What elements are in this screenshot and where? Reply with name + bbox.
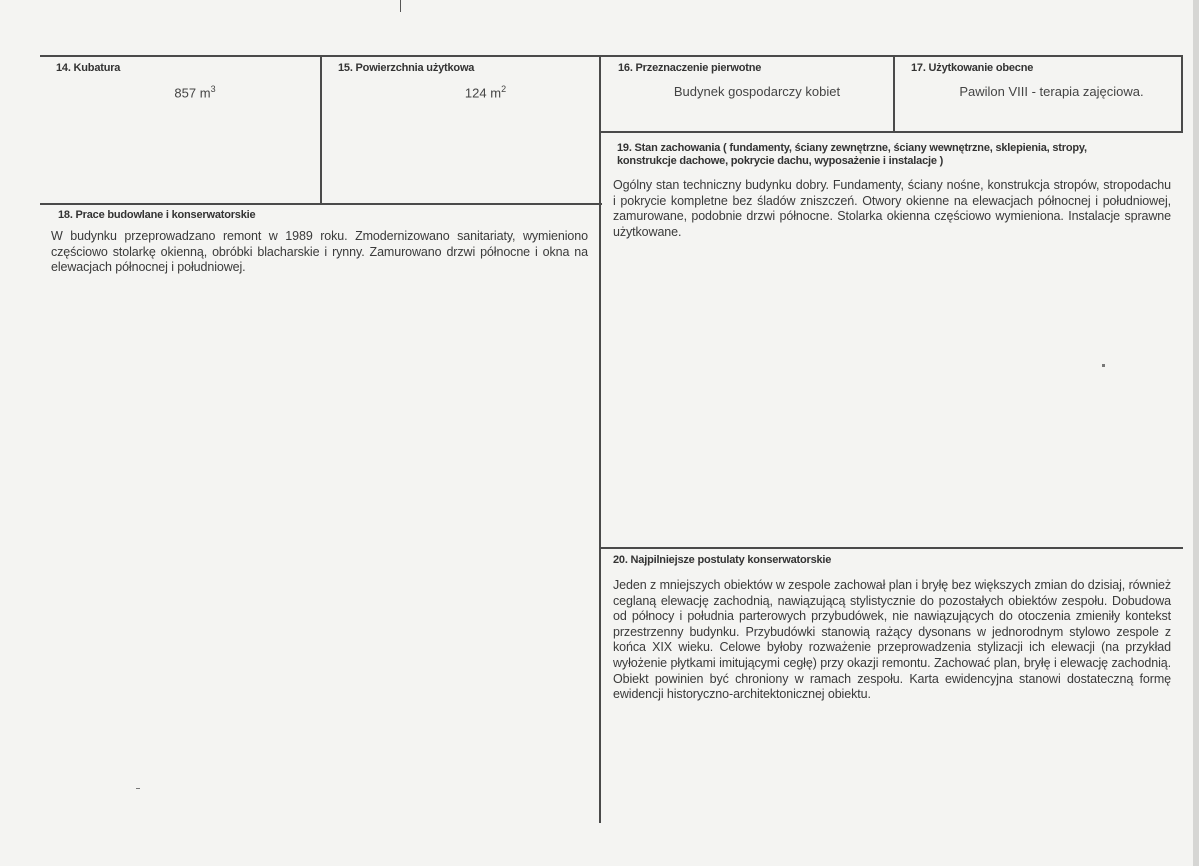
field-14-kubatura xyxy=(56,62,314,100)
field-17-label: 17. Użytkowanie obecne xyxy=(911,62,1034,74)
field-16-label: 16. Przeznaczenie pierwotne xyxy=(618,62,762,74)
scan-speck xyxy=(136,788,140,789)
field-15-value: 124 $m^2$ xyxy=(464,84,507,101)
field-14-label: 14. Kubatura xyxy=(56,62,121,74)
field-18-label: 18. Prace budowlane i konserwatorskie xyxy=(58,209,256,221)
scan-speck xyxy=(1102,364,1105,367)
center-divider xyxy=(599,55,601,823)
field-19-text: Ogólny stan techniczny budynku dobry. Fundamenty, ściany nośne, konstrukcja stropów, stropodachu i pokrycie kompletne bez śladów zniszczeń. Otwory okienne na elewacjach północnej i południowej, zamurowane, podobnie drzwi północne. Stolarka okienna częściowo wymieniona. Instalacje sprawne użytkowane. xyxy=(613,178,1171,239)
top-border xyxy=(40,55,1183,57)
field-17-value: Pawilon VIII - terapia zajęciowa. xyxy=(959,84,1144,99)
right-border xyxy=(1181,55,1183,132)
field-15-powierzchnia xyxy=(338,62,593,100)
field-20-text: Jeden z mniejszych obiektów w zespole zachował plan i bryłę bez większych zmian do dzisiaj, również ceglaną elewację zachodnią, nawiązującą stylistycznie do pozostałych obiektów zespołu. Dobudowa od północy i południa parterowych przybudówek, nie nawiązujących do otoczenia zmieniły kontekst przestrzenny budynku. Przybudówki stanowią rażący dysonans w jednorodnym stylowo zespole z końca XIX wieku. Celowe byłoby rozważenie przeprowadzenia stylizacji ich elewacji (na przykład wyłożenie płytkami imitującymi cegłę) przy okazji remontu. Zachować plan, bryłę i elewację zachodnią. Obiekt powinien być chroniony w ramach zespołu. Karta ewidencyjna stanowi dostateczną formę ewidencji historyczno-architektonicznej obiektu. xyxy=(613,578,1171,702)
field-18-text: W budynku przeprowadzano remont w 1989 roku. Zmodernizowano sanitariaty, wymieniono częściowo stolarkę okienną, obróbki blacharskie i rynny. Zamurowano drzwi północne i okna na elewacjach północnej i południowej. xyxy=(51,229,588,275)
row-divider-f20 xyxy=(601,547,1183,549)
field-19-label: 19. Stan zachowania ( fundamenty, ściany zewnętrzne, ściany wewnętrzne, sklepienia, stropy, konstrukcje dachowe, pokrycie dachu, wyposażenie i instalacje ) xyxy=(617,142,1087,167)
scan-mark xyxy=(400,0,401,12)
field-14-value: 857 $m^3$ xyxy=(174,84,216,101)
field-18-prace xyxy=(51,209,588,276)
field-20-label: 20. Najpilniejsze postulaty konserwatorskie xyxy=(613,554,832,566)
field-17-uzytkowanie xyxy=(911,62,1176,99)
scan-edge xyxy=(1193,0,1199,866)
divider-16-17 xyxy=(893,55,895,132)
field-16-value: Budynek gospodarczy kobiet xyxy=(673,84,841,99)
field-16-przeznaczenie xyxy=(618,62,888,99)
field-20-postulaty xyxy=(613,554,1171,703)
field-15-label: 15. Powierzchnia użytkowa xyxy=(338,62,475,74)
field-19-stan xyxy=(613,142,1171,240)
divider-14-15 xyxy=(320,55,322,204)
row-divider-right xyxy=(601,131,1183,133)
